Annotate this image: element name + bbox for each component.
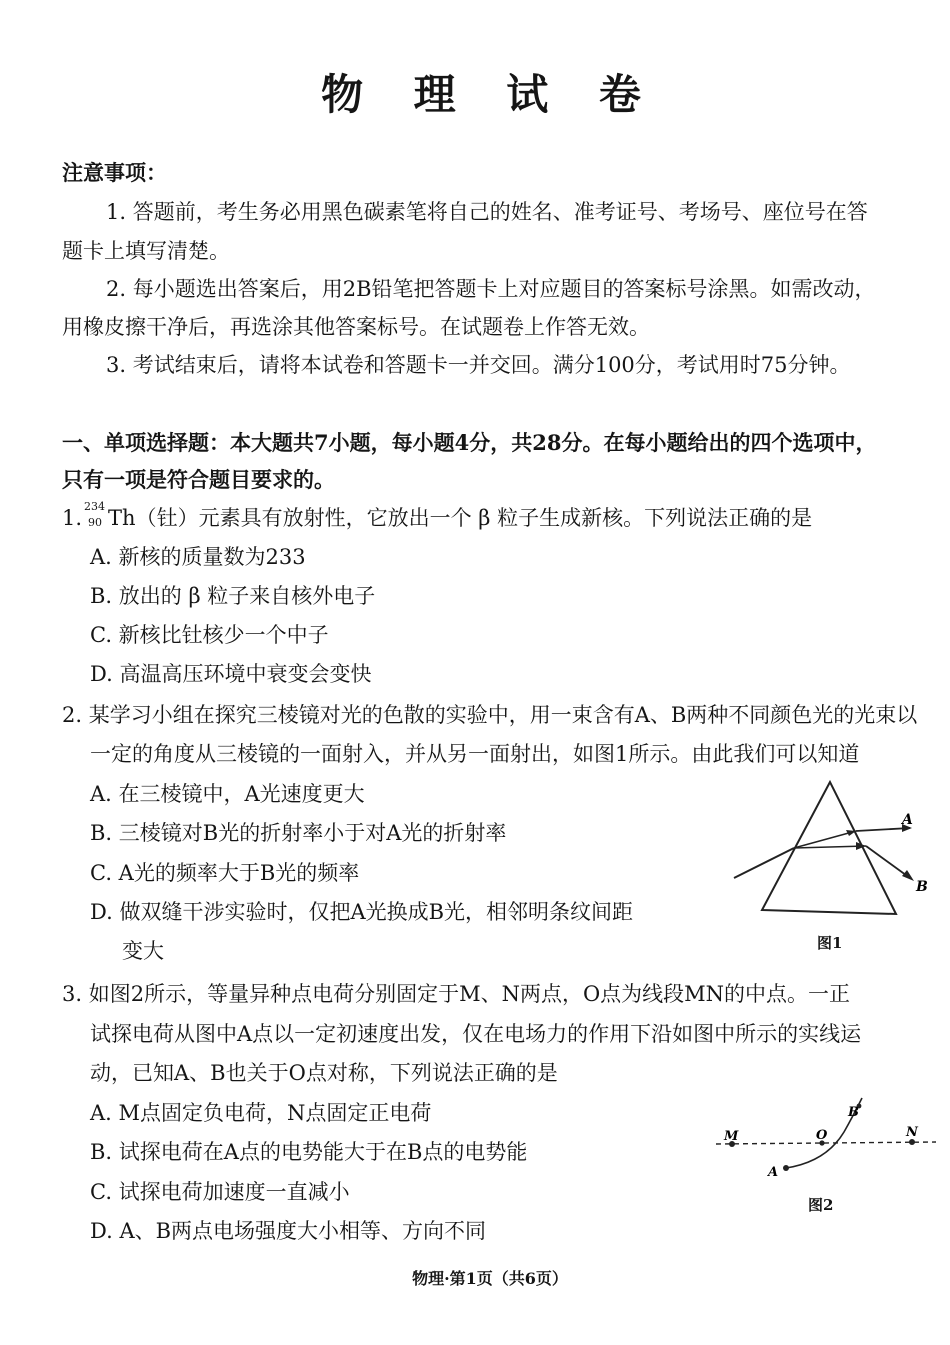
figure-2-label-m: M [724,1129,739,1144]
emergent-ray-a [856,828,910,831]
section-1-heading-line-1: 一、单项选择题：本大题共7小题，每小题4分，共28分。在每小题给出的四个选项中， [62,430,877,455]
question-1-number: 1. [62,506,83,530]
section-1-heading-line-2: 只有一项是符合题目要求的。 [62,467,335,492]
figure-2-label-b: B [848,1105,859,1120]
page-title: 物 理 试 卷 [321,70,659,119]
notice-item-2-line-1: 2. 每小题选出答案后，用2B铅笔把答题卡上对应题目的答案标号涂黑。如需改动， [106,277,876,301]
question-2-option-c: C. A光的频率大于B光的频率 [90,861,360,885]
question-3-option-a: A. M点固定负电荷，N点固定正电荷 [90,1101,432,1125]
refracted-ray-b-inside [794,846,866,848]
question-3-stem-line-1: 3. 如图2所示，等量异种点电荷分别固定于M、N两点，O点为线段MN的中点。一正 [62,982,851,1006]
figure-2-label-n: N [906,1125,918,1140]
emergent-ray-b [866,846,910,878]
figure-2-label-o: O [816,1128,828,1143]
question-3-option-d: D. A、B两点电场强度大小相等、方向不同 [90,1219,487,1243]
figure-1-prism-diagram [730,776,930,956]
question-1-text: （钍）元素具有放射性，它放出一个 β 粒子生成新核。下列说法正确的是 [135,506,813,530]
question-2-option-a: A. 在三棱镜中，A光速度更大 [90,782,365,806]
question-1-option-c: C. 新核比钍核少一个中子 [90,623,329,647]
question-1-option-a: A. 新核的质量数为233 [90,545,306,569]
question-1-stem [62,500,813,533]
emergent-ray-b-arrow [902,870,914,881]
notice-item-2-line-2: 用橡皮擦干净后，再选涂其他答案标号。在试题卷上作答无效。 [62,315,650,339]
question-2-option-b: B. 三棱镜对B光的折射率小于对A光的折射率 [90,821,507,845]
notice-item-3: 3. 考试结束后，请将本试卷和答题卡一并交回。满分100分，考试用时75分钟。 [106,353,851,377]
figure-1-label-a: A [902,812,913,828]
figure-2-label-a: A [768,1165,779,1180]
question-2-stem-line-2: 一定的角度从三棱镜的一面射入，并从另一面射出，如图1所示。由此我们可以知道 [90,742,860,766]
figure-2-caption: 图2 [808,1196,834,1214]
notice-item-1-line-1: 1. 答题前，考生务必用黑色碳素笔将自己的姓名、准考证号、考场号、座位号在答 [106,200,868,224]
incident-ray [734,848,794,878]
figure-1-caption: 图1 [817,934,843,952]
figure-1-label-b: B [916,879,928,895]
mass-number: 234 [84,500,106,513]
point-a [783,1165,789,1171]
thorium-nuclide [82,500,108,533]
figure-2-charge-diagram [712,1092,940,1182]
question-3-stem-line-3: 动，已知A、B也关于O点对称，下列说法正确的是 [90,1061,558,1085]
question-3-stem-line-2: 试探电荷从图中A点以一定初速度出发，仅在电场力的作用下沿如图中所示的实线运 [90,1022,862,1046]
question-3-option-b: B. 试探电荷在A点的电势能大于在B点的电势能 [90,1140,528,1164]
question-1-option-b: B. 放出的 β 粒子来自核外电子 [90,584,376,608]
notice-heading: 注意事项： [62,160,167,185]
question-2-option-d-line-2: 变大 [122,939,164,963]
question-2-option-d-line-1: D. 做双缝干涉实验时，仅把A光换成B光，相邻明条纹间距 [90,900,634,924]
atomic-number: 90 [88,516,103,529]
prism-outline [762,782,896,914]
question-2-stem-line-1: 2. 某学习小组在探究三棱镜对光的色散的实验中，用一束含有A、B两种不同颜色光的光束以 [62,703,918,727]
element-symbol: Th [108,506,136,530]
question-3-option-c: C. 试探电荷加速度一直减小 [90,1180,350,1204]
question-1-option-d: D. 高温高压环境中衰变会变快 [90,662,372,686]
page-footer: 物理·第1页（共6页） [412,1269,568,1288]
notice-item-1-line-2: 题卡上填写清楚。 [62,239,230,263]
